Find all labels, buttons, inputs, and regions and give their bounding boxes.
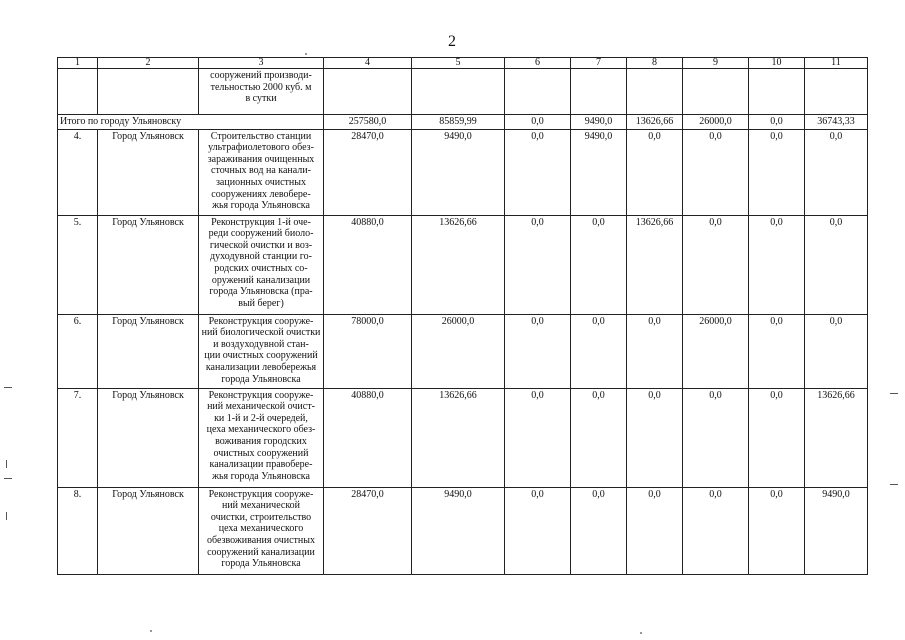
amount-cell: 9490,0 (412, 129, 505, 215)
amount-cell: 13626,66 (627, 215, 683, 314)
scan-mark (4, 387, 12, 388)
amount-cell: 0,0 (505, 388, 571, 487)
total-value: 85859,99 (412, 115, 505, 130)
amount-cell: 40880,0 (324, 388, 412, 487)
amount-cell: 0,0 (749, 215, 805, 314)
scan-speck (150, 630, 152, 632)
object-description: Реконструкция 1-й оче- реди сооружений биоло- гической очистки и воз- духодувной станции го- родских очистных со- оружений канализации города Ульяновска (пра- вый берег) (199, 215, 324, 314)
amount-cell: 0,0 (627, 314, 683, 388)
amount-cell: 26000,0 (412, 314, 505, 388)
amount-cell: 0,0 (683, 215, 749, 314)
amount-cell: 0,0 (571, 215, 627, 314)
amount-cell: 0,0 (571, 314, 627, 388)
amount-cell: 0,0 (683, 388, 749, 487)
scan-mark (4, 478, 12, 479)
amount-cell: 0,0 (627, 487, 683, 574)
total-value: 0,0 (749, 115, 805, 130)
amount-cell: 0,0 (805, 129, 868, 215)
amount-cell: 0,0 (627, 388, 683, 487)
column-number: 10 (749, 58, 805, 69)
scan-mark (890, 484, 898, 485)
amount-cell: 9490,0 (412, 487, 505, 574)
amount-cell: 0,0 (749, 388, 805, 487)
scan-mark (890, 393, 898, 394)
total-value: 13626,66 (627, 115, 683, 130)
object-description: Реконструкция сооруже- ний механической очистки, строительство цеха механического обезвоживания очистных сооружений канализации города Ульяновска (199, 487, 324, 574)
object-description: Реконструкция сооруже- ний механической очист- ки 1-й и 2-й очередей, цеха механического обез- воживания городских очистных сооружений канализации правобере- жья города Ульяновска (199, 388, 324, 487)
city-cell: Город Ульяновск (98, 388, 199, 487)
object-description: Реконструкция сооруже- ний биологической очистки и воздуходувной стан- ции очистных сооружений канализации левобережья города Ульяновска (199, 314, 324, 388)
table-row (58, 487, 868, 574)
amount-cell: 0,0 (571, 388, 627, 487)
city-cell: Город Ульяновск (98, 314, 199, 388)
city-cell: Город Ульяновск (98, 215, 199, 314)
amount-cell: 0,0 (505, 487, 571, 574)
amount-cell: 0,0 (505, 314, 571, 388)
total-value: 0,0 (505, 115, 571, 130)
scan-speck (305, 53, 307, 55)
amount-cell: 0,0 (805, 314, 868, 388)
total-value: 9490,0 (571, 115, 627, 130)
table-row (58, 314, 868, 388)
scan-mark (6, 512, 7, 520)
row-number: 6. (58, 314, 98, 388)
column-number: 9 (683, 58, 749, 69)
table-row (58, 215, 868, 314)
amount-cell: 0,0 (505, 129, 571, 215)
total-value: 257580,0 (324, 115, 412, 130)
total-row (58, 115, 868, 130)
column-number: 11 (805, 58, 868, 69)
column-number: 6 (505, 58, 571, 69)
amount-cell: 0,0 (683, 487, 749, 574)
scan-mark (6, 460, 7, 468)
amount-cell: 9490,0 (571, 129, 627, 215)
amount-cell: 0,0 (683, 129, 749, 215)
amount-cell: 0,0 (627, 129, 683, 215)
city-cell: Город Ульяновск (98, 487, 199, 574)
column-number: 7 (571, 58, 627, 69)
column-number-header (58, 58, 868, 69)
amount-cell: 0,0 (505, 215, 571, 314)
page-number: 2 (448, 33, 457, 50)
scan-speck (640, 632, 642, 634)
amount-cell: 13626,66 (412, 388, 505, 487)
object-description: сооружений производи- тельностью 2000 куб. м в сутки (199, 69, 324, 115)
amount-cell: 26000,0 (683, 314, 749, 388)
row-number: 5. (58, 215, 98, 314)
column-number: 8 (627, 58, 683, 69)
amount-cell: 78000,0 (324, 314, 412, 388)
amount-cell: 40880,0 (324, 215, 412, 314)
budget-table (57, 57, 868, 575)
amount-cell: 28470,0 (324, 129, 412, 215)
amount-cell: 13626,66 (412, 215, 505, 314)
amount-cell: 0,0 (571, 487, 627, 574)
table-row (58, 388, 868, 487)
amount-cell: 28470,0 (324, 487, 412, 574)
column-number: 3 (199, 58, 324, 69)
column-number: 4 (324, 58, 412, 69)
column-number: 1 (58, 58, 98, 69)
object-description: Строительство станции ультрафиолетового обез- зараживания очищенных сточных вод на канали- зационных очистных сооружениях левобере- жья города Ульяновска (199, 129, 324, 215)
table-row (58, 129, 868, 215)
amount-cell: 0,0 (805, 215, 868, 314)
continuation-row (58, 69, 868, 115)
column-number: 2 (98, 58, 199, 69)
city-cell: Город Ульяновск (98, 129, 199, 215)
amount-cell: 0,0 (749, 487, 805, 574)
row-number: 8. (58, 487, 98, 574)
total-label: Итого по городу Ульяновску (58, 115, 324, 130)
column-number: 5 (412, 58, 505, 69)
amount-cell: 0,0 (749, 314, 805, 388)
amount-cell: 0,0 (749, 129, 805, 215)
total-value: 26000,0 (683, 115, 749, 130)
row-number: 4. (58, 129, 98, 215)
row-number: 7. (58, 388, 98, 487)
total-value: 36743,33 (805, 115, 868, 130)
amount-cell: 13626,66 (805, 388, 868, 487)
amount-cell: 9490,0 (805, 487, 868, 574)
